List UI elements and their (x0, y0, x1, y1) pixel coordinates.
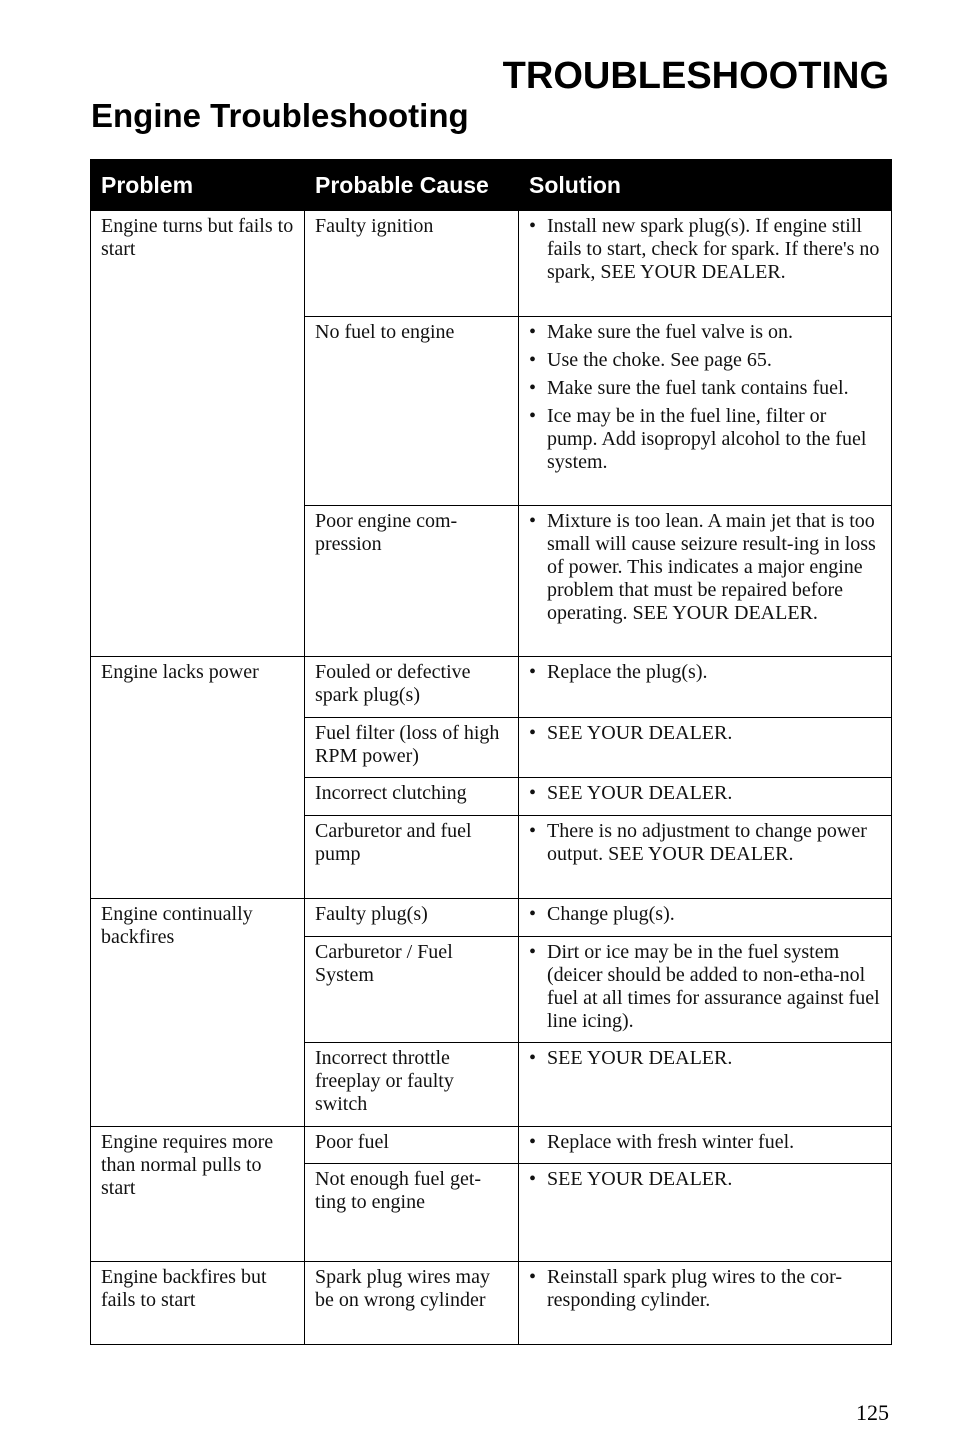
problem-cell: Engine backfires but fails to start (91, 1262, 305, 1345)
solution-item: • Ice may be in the fuel line, filter or pump. Add isopropyl alcohol to the fuel system. (529, 405, 881, 474)
solution-list (529, 941, 881, 1033)
solution-item: • Mixture is too lean. A main jet that is too small will cause seizure result-ing in loss of power. This indicates a major engine problem that must be repaired before operating. SEE YOUR DEALER. (529, 510, 881, 625)
cause-cell: Carburetor / Fuel System (305, 937, 519, 1043)
solution-list (529, 1131, 881, 1154)
cause-cell: Incorrect throttle freeplay or faulty switch (305, 1043, 519, 1127)
problem-cell: Engine turns but fails to start (91, 211, 305, 657)
column-header-solution: Solution (519, 160, 892, 211)
solution-item: • There is no adjustment to change power output. SEE YOUR DEALER. (529, 820, 881, 866)
table-header (91, 160, 892, 211)
solution-list (529, 1266, 881, 1312)
solution-item: • Make sure the fuel valve is on. (529, 321, 881, 344)
cause-cell: Spark plug wires may be on wrong cylinder (305, 1262, 519, 1345)
solution-cell (519, 778, 892, 816)
table-row (91, 211, 892, 317)
solution-cell (519, 657, 892, 718)
solution-list (529, 1047, 881, 1070)
cause-cell: Incorrect clutching (305, 778, 519, 816)
solution-item: • Use the choke. See page 65. (529, 349, 881, 372)
cause-cell: Poor fuel (305, 1127, 519, 1164)
problem-cell: Engine continually backfires (91, 899, 305, 1127)
table-row (91, 1262, 892, 1345)
solution-cell (519, 1164, 892, 1262)
solution-item: • Replace the plug(s). (529, 661, 881, 684)
solution-list (529, 820, 881, 866)
solution-item: • SEE YOUR DEALER. (529, 782, 881, 805)
cause-cell: Poor engine com-pression (305, 506, 519, 657)
solution-item: • SEE YOUR DEALER. (529, 722, 881, 745)
cause-cell: Faulty ignition (305, 211, 519, 317)
cause-cell: Faulty plug(s) (305, 899, 519, 937)
problem-cell: Engine requires more than normal pulls to start (91, 1127, 305, 1262)
cause-cell: Fouled or defective spark plug(s) (305, 657, 519, 718)
solution-list (529, 321, 881, 474)
cause-cell: No fuel to engine (305, 317, 519, 506)
solution-item: • Change plug(s). (529, 903, 881, 926)
page-number: 125 (856, 1400, 889, 1425)
solution-item: • Make sure the fuel tank contains fuel. (529, 377, 881, 400)
solution-cell (519, 317, 892, 506)
solution-item: • Dirt or ice may be in the fuel system (deicer should be added to non-etha-nol fuel at all times for assurance against fuel line icing). (529, 941, 881, 1033)
solution-list (529, 1168, 881, 1191)
solution-list (529, 782, 881, 805)
solution-cell (519, 816, 892, 899)
solution-cell (519, 1262, 892, 1345)
chapter-title: TROUBLESHOOTING (502, 55, 889, 97)
solution-cell (519, 899, 892, 937)
solution-cell (519, 1127, 892, 1164)
solution-cell (519, 506, 892, 657)
solution-item: • Reinstall spark plug wires to the cor-responding cylinder. (529, 1266, 881, 1312)
solution-item: • SEE YOUR DEALER. (529, 1047, 881, 1070)
column-header-probable-cause: Probable Cause (305, 160, 519, 211)
solution-cell (519, 718, 892, 778)
solution-list (529, 215, 881, 284)
cause-cell: Not enough fuel get-ting to engine (305, 1164, 519, 1262)
table-row (91, 1127, 892, 1164)
solution-item: • SEE YOUR DEALER. (529, 1168, 881, 1191)
solution-cell (519, 937, 892, 1043)
problem-cell: Engine lacks power (91, 657, 305, 899)
cause-cell: Fuel filter (loss of high RPM power) (305, 718, 519, 778)
solution-item: • Replace with fresh winter fuel. (529, 1131, 881, 1154)
section-title: Engine Troubleshooting (91, 97, 469, 134)
solution-item: • Install new spark plug(s). If engine still fails to start, check for spark. If there's no spark, SEE YOUR DEALER. (529, 215, 881, 284)
solution-list (529, 903, 881, 926)
table-body (91, 211, 892, 1345)
header-row (91, 160, 892, 211)
table-row (91, 657, 892, 718)
solution-cell (519, 1043, 892, 1127)
cause-cell: Carburetor and fuel pump (305, 816, 519, 899)
column-header-problem: Problem (91, 160, 305, 211)
troubleshooting-table (90, 159, 892, 1345)
table-row (91, 899, 892, 937)
solution-list (529, 510, 881, 625)
solution-cell (519, 211, 892, 317)
solution-list (529, 661, 881, 684)
solution-list (529, 722, 881, 745)
